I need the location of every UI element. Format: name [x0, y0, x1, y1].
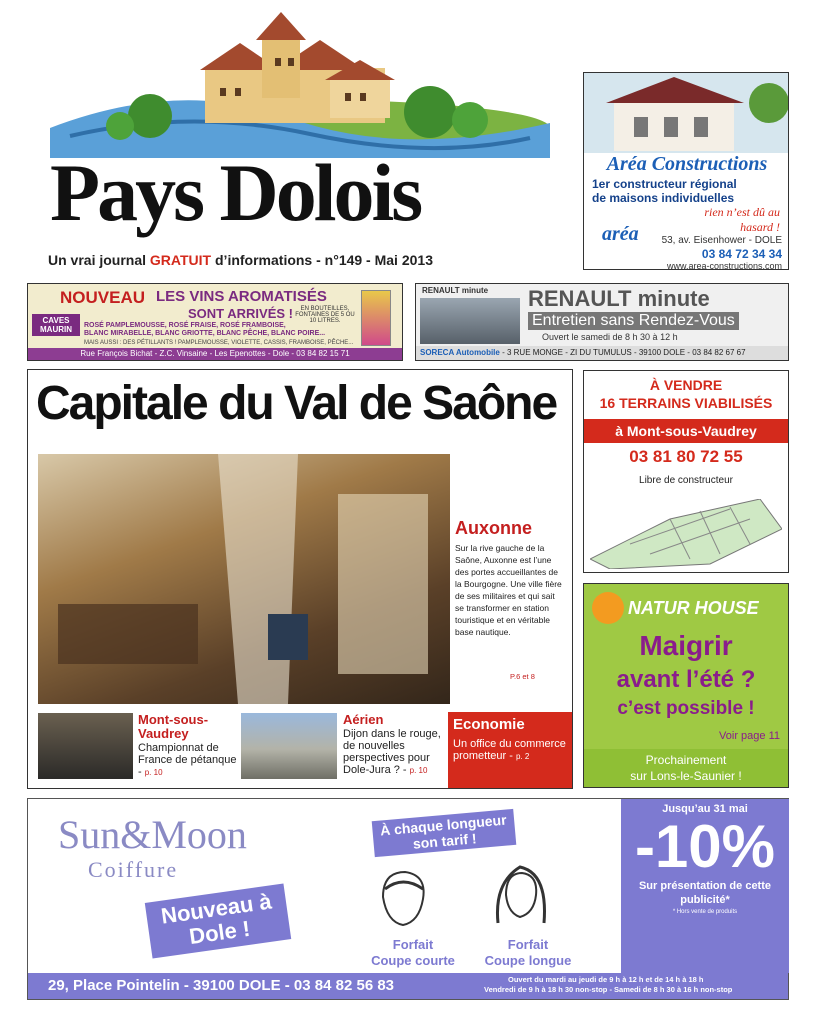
- promo-percent: -10%: [634, 813, 776, 880]
- tagline: [48, 252, 433, 268]
- natur-avant: avant l’été ?: [616, 666, 756, 693]
- sunmoon-footer: [28, 973, 788, 999]
- natur-house-ad[interactable]: [583, 583, 789, 788]
- natur-brand: NATUR HOUSE: [628, 598, 759, 618]
- sunmoon-nouveau: Nouveau à Dole !: [145, 884, 291, 959]
- renault-footer: [416, 346, 789, 360]
- promo-jusqu: Jusqu’au 31 mai: [662, 803, 748, 815]
- caves-arrives: SONT ARRIVÉS !: [188, 306, 293, 321]
- headline[interactable]: Capitale du Val de Saône: [36, 377, 557, 430]
- promo-sur: Sur présentation de cette publicité*: [638, 880, 772, 906]
- caves-list1: ROSÉ PAMPLEMOUSSE, ROSÉ FRAISE, ROSÉ FRAMBOISE,: [84, 322, 286, 329]
- short-hair-face-icon: [373, 867, 433, 931]
- auxonne-pages: P.6 et 8: [510, 672, 535, 681]
- caves-footer: Rue François Bichat - Z.C. Vinsaine - Les Epenottes - Dole - 03 84 82 15 71: [28, 348, 402, 360]
- forfait-courte-b: Coupe courte: [371, 953, 455, 968]
- renault-minute-ad[interactable]: [415, 283, 789, 361]
- caves-nouveau: NOUVEAU: [60, 288, 146, 307]
- natur-voir: Voir page 11: [719, 730, 780, 742]
- area-phone: 03 84 72 34 34: [701, 247, 782, 261]
- sunmoon-chaque: À chaque longueur son tarif !: [372, 809, 517, 857]
- garage-photo: [420, 298, 520, 344]
- promo-hv: * Hors vente de produits: [672, 909, 738, 915]
- area-address: 53, av. Eisenhower - DOLE: [661, 235, 782, 246]
- sun-icon: [592, 592, 624, 624]
- forfait-longue-a: Forfait: [507, 937, 549, 952]
- forfait-courte: [358, 937, 468, 969]
- economie-text: [453, 738, 568, 763]
- aerien-text-body: Dijon dans le rouge, de nouvelles perspectives pour Dole-Jura ? -: [343, 728, 441, 776]
- mont-text: [138, 742, 238, 779]
- mont-text-body: Championnat de France de pétanque -: [138, 742, 237, 778]
- caves-petillants: MAIS AUSSI : DES PÉTILLANTS ! PAMPLEMOUSSE, VIOLETTE, CASSIS, FRAMBOISE, PÊCHE...: [84, 340, 354, 346]
- airport-photo: [241, 713, 337, 779]
- tagline-pre: Un vrai journal: [48, 252, 147, 268]
- natur-maigrir: Maigrir: [639, 630, 733, 661]
- renault-entretien: Entretien sans Rendez-Vous: [528, 312, 739, 330]
- area-brand: Aréa Constructions: [606, 153, 768, 175]
- house-photo: [584, 73, 789, 153]
- sunmoon-hours1: Ouvert du mardi au jeudi de 9 h à 12 h et de 14 h à 18 h: [508, 975, 704, 984]
- forfait-longue-b: Coupe longue: [484, 953, 572, 968]
- natur-bar1: Prochainement: [645, 753, 727, 767]
- caves-bottles: EN BOUTEILLES, FONTAINES DE 5 OU 10 LITRES.: [295, 306, 355, 324]
- terrains-line2: 16 TERRAINS VIABILISÉS: [599, 395, 773, 411]
- tagline-gratuit: GRATUIT: [149, 252, 212, 268]
- tagline-post: d’informations - n°149 - Mai 2013: [215, 252, 433, 268]
- natur-possible: c’est possible !: [617, 698, 755, 719]
- lot-map: [590, 499, 782, 569]
- promo-panel: [621, 799, 789, 973]
- caves-vins: LES VINS AROMATISÉS: [156, 288, 327, 305]
- renault-footer-rest: - 3 RUE MONGE - ZI DU TUMULUS - 39100 DOLE - 03 84 82 67 67: [499, 348, 746, 357]
- eco-page: p. 2: [515, 752, 530, 761]
- petanque-photo: [38, 713, 133, 779]
- wine-bottle-icon: [361, 290, 391, 346]
- area-logo: aréa: [602, 223, 639, 245]
- area-constructions-ad[interactable]: [583, 72, 789, 270]
- renault-ouvert: Ouvert le samedi de 8 h 30 à 12 h: [542, 332, 678, 342]
- terrains-line3: à Mont-sous-Vaudrey: [584, 419, 788, 443]
- sunmoon-coiffure: Coiffure: [88, 857, 179, 882]
- masthead-illustration: [30, 8, 560, 280]
- sunmoon-address: 29, Place Pointelin - 39100 DOLE - 03 84 82 56 83: [48, 977, 395, 994]
- natur-bar: [584, 749, 788, 787]
- natur-bar2: sur Lons-le-Saunier !: [630, 769, 742, 783]
- terrains-line1: À VENDRE: [649, 377, 723, 393]
- sunmoon-hours2: Vendredi de 9 h à 18 h 30 non-stop - Samedi de 8 h 30 à 16 h non-stop: [484, 985, 733, 994]
- area-line2: de maisons individuelles: [592, 191, 735, 205]
- renault-footer-brand: SORECA Automobile: [420, 348, 500, 357]
- mont-page: p. 10: [144, 768, 163, 777]
- caves-maurin-ad[interactable]: [27, 283, 403, 361]
- terrains-ad[interactable]: [583, 370, 789, 573]
- economie-title[interactable]: Economie: [453, 716, 525, 733]
- forfait-courte-a: Forfait: [392, 937, 434, 952]
- sunmoon-brand: Sun&Moon: [58, 812, 247, 857]
- auxonne-text: Sur la rive gauche de la Saône, Auxonne est l’une des portes accueillantes de la Bourgogne. Une ville fière de ses militaires et qui sait se transformer en station touristique et en véritable base nautique.: [455, 543, 562, 637]
- eco-text-body: Un office du commerce prometteur -: [453, 738, 566, 762]
- renault-mini-label: RENAULT minute: [422, 286, 489, 295]
- area-web[interactable]: www.area-constructions.com: [666, 261, 782, 270]
- area-line1: 1er constructeur régional: [592, 177, 737, 191]
- sun-moon-ad[interactable]: [27, 798, 789, 1000]
- aerien-title[interactable]: Aérien: [343, 712, 384, 727]
- area-slogan: rien n’est dû au hasard !: [704, 205, 780, 234]
- caves-logo: CAVES MAURIN: [32, 314, 80, 336]
- forfait-longue: [468, 937, 588, 969]
- long-hair-face-icon: [490, 863, 550, 927]
- caves-list2: BLANC MIRABELLE, BLANC GRIOTTE, BLANC PÊCHE, BLANC POIRE...: [84, 330, 326, 337]
- auxonne-title[interactable]: Auxonne: [455, 518, 533, 538]
- masthead-title: Pays Dolois: [50, 147, 421, 238]
- street-photo: [38, 454, 450, 704]
- terrains-phone: 03 81 80 72 55: [629, 447, 743, 466]
- terrains-libre: Libre de constructeur: [639, 475, 733, 486]
- aerien-page: p. 10: [409, 766, 428, 775]
- mont-title[interactable]: Mont-sous-Vaudrey: [138, 712, 209, 741]
- aerien-text: [343, 728, 443, 777]
- renault-big: RENAULT minute: [528, 286, 710, 311]
